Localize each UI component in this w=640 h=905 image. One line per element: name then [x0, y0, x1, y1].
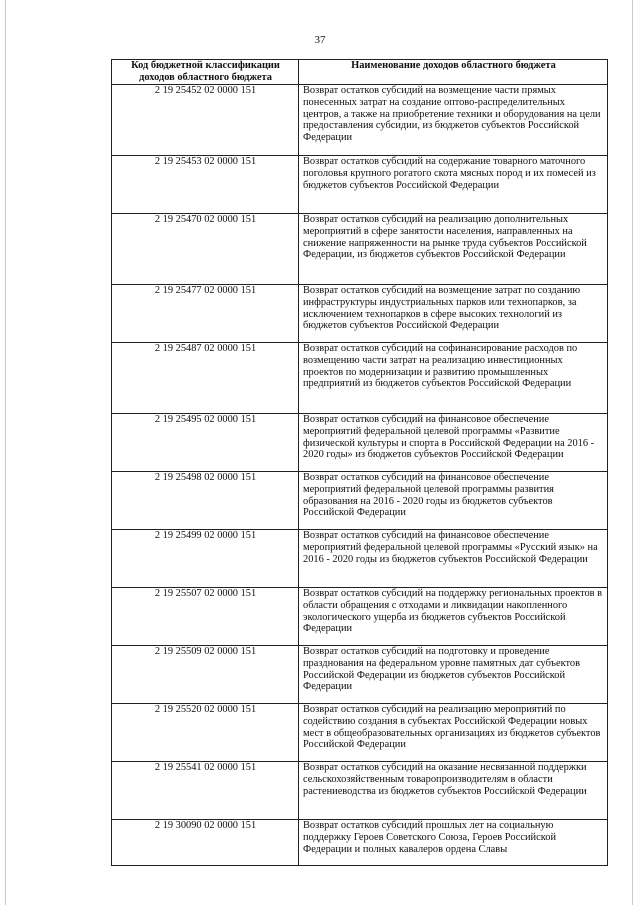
- row-code: 2 19 25453 02 0000 151: [112, 156, 299, 214]
- table-row: [112, 214, 608, 285]
- left-scan-edge: [5, 0, 6, 905]
- table-row: [112, 472, 608, 530]
- table-row: [112, 820, 608, 866]
- row-code: 2 19 25487 02 0000 151: [112, 343, 299, 414]
- table-row: [112, 588, 608, 646]
- row-name: Возврат остатков субсидий на реализацию мероприятий по содействию создания в субъектах Российской Федерации новых мест в общеобразовательных организациях из бюджетов субъектов Российской Федерации: [299, 704, 608, 762]
- row-name: Возврат остатков субсидий на финансовое обеспечение мероприятий федеральной целевой программы «Развитие физической культуры и спорта в Российской Федерации на 2016 - 2020 годы» из бюджетов субъектов Российской Федерации: [299, 414, 608, 472]
- row-code: 2 19 25507 02 0000 151: [112, 588, 299, 646]
- header-name: Наименование доходов областного бюджета: [299, 60, 608, 85]
- row-code: 2 19 25520 02 0000 151: [112, 704, 299, 762]
- row-name: Возврат остатков субсидий на финансовое обеспечение мероприятий федеральной целевой программы развития образования на 2016 - 2020 годы из бюджетов субъектов Российской Федерации: [299, 472, 608, 530]
- table-row: [112, 704, 608, 762]
- row-name: Возврат остатков субсидий прошлых лет на социальную поддержку Героев Советского Союза, Героев Российской Федерации и полных кавалеров ордена Славы: [299, 820, 608, 866]
- table-row: [112, 530, 608, 588]
- row-name: Возврат остатков субсидий на софинансирование расходов по возмещению части затрат на реализацию инвестиционных проектов по модернизации и развитию промышленных предприятий из бюджетов субъектов Российской Федерации: [299, 343, 608, 414]
- table-header-row: [112, 60, 608, 85]
- budget-revenue-table: [111, 59, 608, 866]
- row-code: 2 19 25477 02 0000 151: [112, 285, 299, 343]
- header-code: Код бюджетной классификации доходов областного бюджета: [112, 60, 299, 85]
- row-code: 2 19 25452 02 0000 151: [112, 85, 299, 156]
- row-code: 2 19 25499 02 0000 151: [112, 530, 299, 588]
- row-code: 2 19 30090 02 0000 151: [112, 820, 299, 866]
- right-scan-edge: [632, 0, 633, 905]
- row-name: Возврат остатков субсидий на оказание несвязанной поддержки сельскохозяйственным товаропроизводителям в области растениеводства из бюджетов субъектов Российской Федерации: [299, 762, 608, 820]
- row-name: Возврат остатков субсидий на подготовку и проведение празднования на федеральном уровне памятных дат субъектов Российской Федерации из бюджетов субъектов Российской Федерации: [299, 646, 608, 704]
- row-name: Возврат остатков субсидий на возмещение затрат по созданию инфраструктуры индустриальных парков или технопарков, за исключением технопарков в сфере высоких технологий из бюджетов субъектов Российской Федерации: [299, 285, 608, 343]
- row-code: 2 19 25541 02 0000 151: [112, 762, 299, 820]
- page-number: 37: [314, 34, 326, 46]
- row-name: Возврат остатков субсидий на содержание товарного маточного поголовья крупного рогатого скота мясных пород и их помесей из бюджетов субъектов Российской Федерации: [299, 156, 608, 214]
- table-row: [112, 343, 608, 414]
- row-name: Возврат остатков субсидий на поддержку региональных проектов в области обращения с отходами и ликвидации накопленного экологического ущерба из бюджетов субъектов Российской Федерации: [299, 588, 608, 646]
- table-row: [112, 85, 608, 156]
- row-name: Возврат остатков субсидий на финансовое обеспечение мероприятий федеральной целевой программы «Русский язык» на 2016 - 2020 годы из бюджетов субъектов Российской Федерации: [299, 530, 608, 588]
- table-row: [112, 646, 608, 704]
- table-row: [112, 762, 608, 820]
- row-code: 2 19 25470 02 0000 151: [112, 214, 299, 285]
- row-code: 2 19 25509 02 0000 151: [112, 646, 299, 704]
- row-name: Возврат остатков субсидий на возмещение части прямых понесенных затрат на создание оптово-распределительных центров, а также на приобретение техники и оборудования на цели предоставления субсидии, из бюджетов субъектов Российской Федерации: [299, 85, 608, 156]
- row-code: 2 19 25498 02 0000 151: [112, 472, 299, 530]
- table-row: [112, 156, 608, 214]
- row-code: 2 19 25495 02 0000 151: [112, 414, 299, 472]
- table-row: [112, 285, 608, 343]
- table-body: [112, 85, 608, 866]
- row-name: Возврат остатков субсидий на реализацию дополнительных мероприятий в сфере занятости населения, направленных на снижение напряженности на рынке труда субъектов Российской Федерации, из бюджетов субъектов Российской Федерации: [299, 214, 608, 285]
- table-row: [112, 414, 608, 472]
